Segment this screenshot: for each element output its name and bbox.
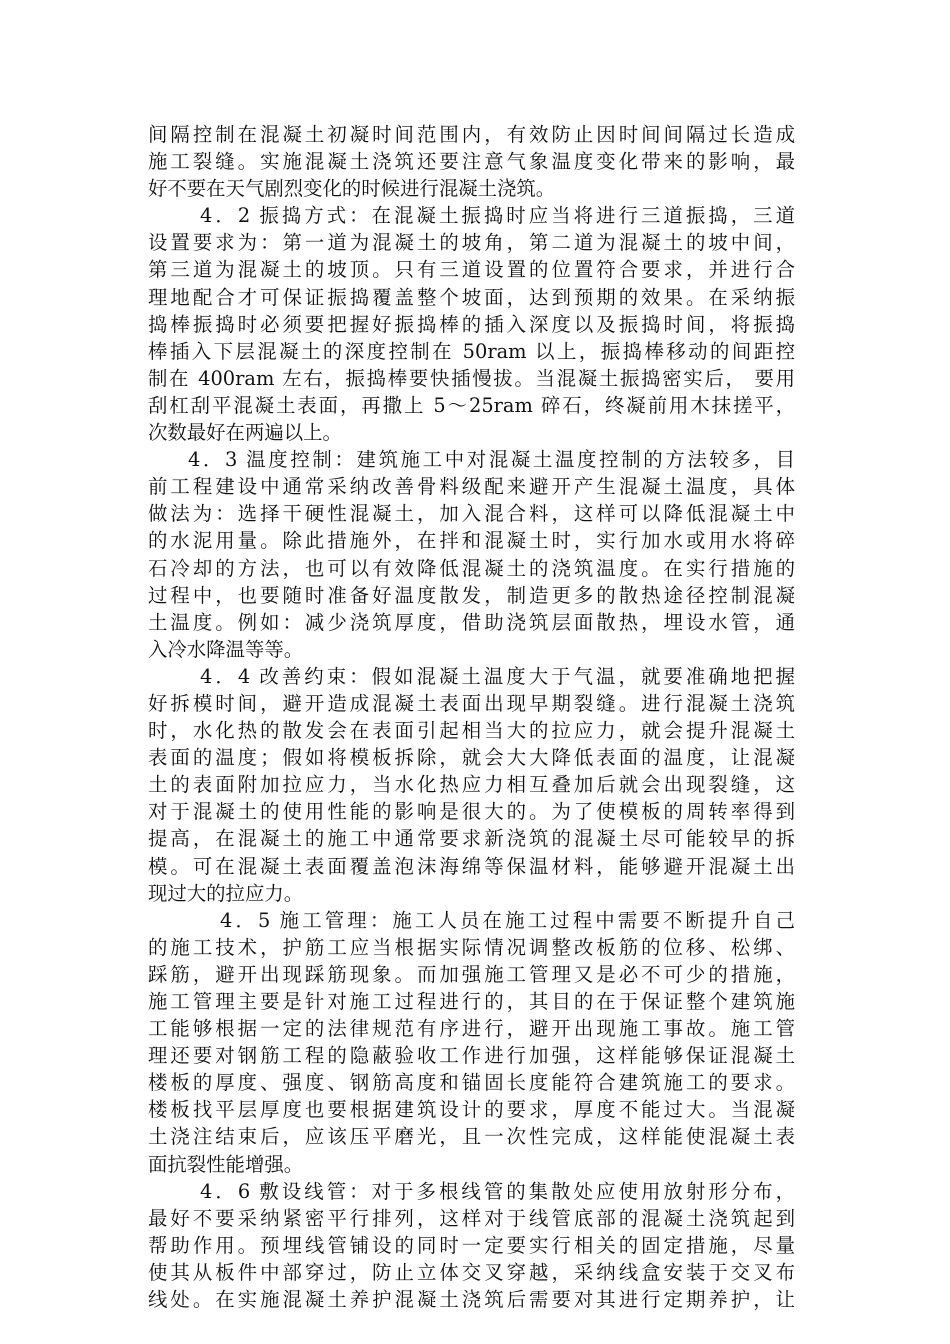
text-line: 捣棒振捣时必须要把握好振捣棒的插入深度以及振捣时间，将振捣: [148, 312, 795, 336]
paragraph: [148, 907, 795, 1178]
text-line: 4．4 改善约束：假如混凝土温度大于气温，就要准确地把握: [200, 664, 795, 688]
text-line: 工能够根据一定的法律规范有序进行，避开出现施工事故。施工管: [148, 1017, 795, 1041]
paragraph: [148, 121, 795, 202]
text-line: 理地配合才可保证振捣覆盖整个坡面，达到预期的效果。在采纳振: [148, 285, 795, 309]
text-line: 土浇注结束后，应该压平磨光，且一次性完成，这样能使混凝土表: [148, 1125, 795, 1149]
text-line: 间隔控制在混凝土初凝时间范围内，有效防止因时间间隔过长造成: [148, 123, 795, 146]
text-line: 4．2 振捣方式：在混凝土振捣时应当将进行三道振捣，三道: [200, 204, 795, 228]
text-line: 线处。在实施混凝土养护混凝土浇筑后需要对其进行定期养护，让: [148, 1288, 795, 1312]
text-line: 时，水化热的散发会在表面引起相当大的拉应力，就会提升混凝土: [148, 719, 795, 743]
text-line: 第三道为混凝土的坡顶。只有三道设置的位置符合要求，并进行合: [148, 258, 795, 282]
text-line: 棒插入下层混凝土的深度控制在 50ram 以上，振捣棒移动的间距控: [148, 339, 795, 363]
text-line: 土温度。例如：减少浇筑厚度，借助浇筑层面散热，埋设水管，通: [148, 610, 795, 634]
text-line: 帮助作用。预埋线管铺设的同时一定要实行相关的固定措施，尽量: [148, 1233, 795, 1257]
text-line: 4．5 施工管理：施工人员在施工过程中需要不断提升自己: [220, 908, 795, 932]
text-line: 模。可在混凝土表面覆盖泡沫海绵等保温材料，能够避开混凝土出: [148, 854, 795, 878]
text-line: 4．6 敷设线管：对于多根线管的集散处应使用放射形分布，: [200, 1179, 795, 1203]
text-line: 楼板的厚度、强度、钢筋高度和锚固长度能符合建筑施工的要求。: [148, 1071, 795, 1095]
text-line: 施工裂缝。实施混凝土浇筑还要注意气象温度变化带来的影响，最: [148, 150, 795, 174]
text-line: 使其从板件中部穿过，防止立体交叉穿越，采纳线盒安装于交叉布: [148, 1260, 795, 1284]
text-line: 施工管理主要是针对施工过程进行的，其目的在于保证整个建筑施: [148, 990, 795, 1013]
document-body: [148, 121, 795, 1313]
paragraph: [148, 446, 795, 663]
text-line: 好拆模时间，避开造成混凝土表面出现早期裂缝。进行混凝土浇筑: [148, 691, 795, 715]
text-line: 提高，在混凝土的施工中通常要求新浇筑的混凝土尽可能较早的拆: [148, 827, 795, 851]
text-line: 4．3 温度控制：建筑施工中对混凝土温度控制的方法较多，目: [188, 448, 795, 472]
text-line: 最好不要采纳紧密平行排列，这样对于线管底部的混凝土浇筑起到: [148, 1206, 795, 1230]
text-line: 表面的温度；假如将模板拆除，就会大大降低表面的温度，让混凝: [148, 746, 795, 770]
text-line: 楼板找平层厚度也要根据建筑设计的要求，厚度不能过大。当混凝: [148, 1098, 795, 1122]
text-line: 石冷却的方法，也可以有效降低混凝土的浇筑温度。在实行措施的: [148, 556, 795, 580]
text-line: 的施工技术，护筋工应当根据实际情况调整改板筋的位移、松绑、: [148, 935, 795, 959]
text-line: 次数最好在两遍以上。: [148, 421, 342, 445]
text-line: 对于混凝土的使用性能的影响是很大的。为了使模板的周转率得到: [148, 800, 795, 824]
text-line: 的水泥用量。除此措施外，在拌和混凝土时，实行加水或用水将碎: [148, 529, 795, 553]
text-line: 过程中，也要随时准备好温度散发，制造更多的散热途径控制混凝: [148, 583, 795, 607]
text-line: 入冷水降温等等。: [148, 637, 304, 661]
paragraph: [148, 663, 795, 907]
text-line: 做法为：选择干硬性混凝土，加入混合料，这样可以降低混凝土中: [148, 502, 795, 526]
text-line: 踩筋，避开出现踩筋现象。而加强施工管理又是必不可少的措施，: [148, 962, 795, 986]
text-line: 理还要对钢筋工程的隐蔽验收工作进行加强，这样能够保证混凝土: [148, 1044, 795, 1068]
paragraph: [148, 1178, 795, 1313]
text-line: 前工程建设中通常采纳改善骨料级配来避开产生混凝土温度，具体: [148, 475, 795, 499]
paragraph: [148, 202, 795, 446]
text-line: 制在 400ram 左右，振捣棒要快插慢拔。当混凝土振捣密实后， 要用: [148, 366, 795, 390]
text-line: 好不要在天气剧烈变化的时候进行混凝土浇筑。: [148, 177, 556, 201]
text-line: 现过大的拉应力。: [148, 881, 304, 905]
text-line: 设置要求为：第一道为混凝土的坡角，第二道为混凝土的坡中间，: [148, 231, 795, 255]
text-line: 土的表面附加拉应力，当水化热应力相互叠加后就会出现裂缝，这: [148, 773, 795, 797]
text-line: 刮杠刮平混凝土表面，再撒上 5～25ram 碎石，终凝前用木抹搓平，: [148, 393, 795, 417]
text-line: 面抗裂性能增强。: [148, 1152, 304, 1176]
